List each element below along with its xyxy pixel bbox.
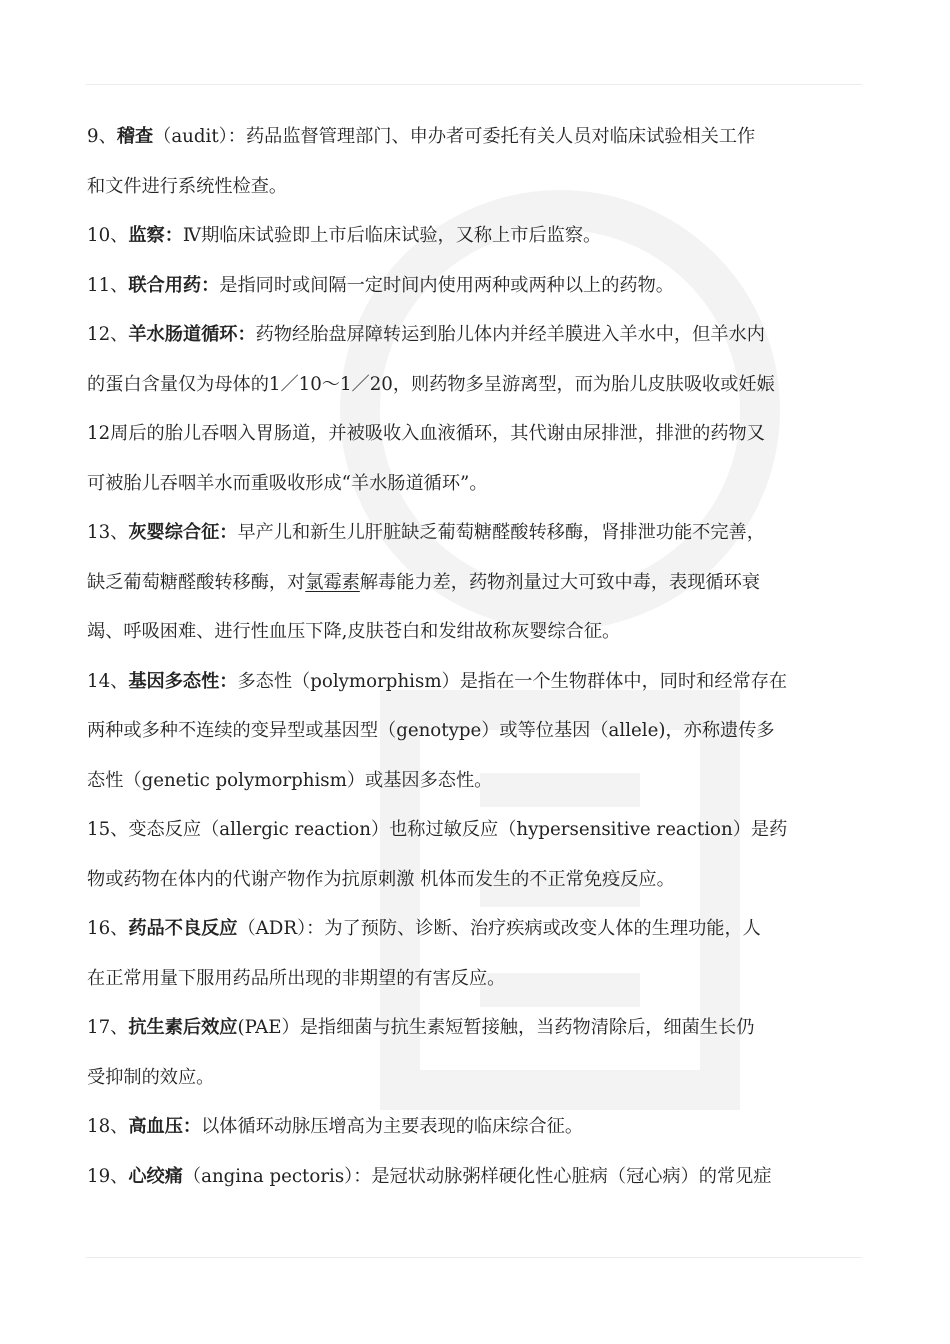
entry-number: 18、 bbox=[87, 1116, 129, 1137]
entry-text: 缺乏葡萄糖醛酸转移酶，对 bbox=[87, 571, 306, 593]
entry-text: （ADR）：为了预防、诊断、治疗疾病或改变人体的生理功能，人 bbox=[237, 918, 761, 939]
entry-line bbox=[87, 657, 867, 707]
entry-line bbox=[87, 756, 867, 806]
entry-number: 11、 bbox=[87, 274, 129, 296]
entry-text: 药物经胎盘屏障转运到胎儿体内并经羊膜进入羊水中，但羊水内 bbox=[255, 324, 765, 345]
entry-text: （angina pectoris）：是冠状动脉粥样硬化性心脏病（冠心病）的常见症 bbox=[182, 1165, 772, 1187]
entry-term: 药品不良反应 bbox=[128, 918, 238, 939]
glossary-entry bbox=[87, 112, 867, 211]
entry-term: 基因多态性： bbox=[128, 670, 238, 692]
entry-number: 15、 bbox=[87, 819, 129, 840]
glossary-entry bbox=[87, 657, 867, 806]
entry-term: 联合用药： bbox=[128, 274, 220, 296]
glossary-entry bbox=[87, 261, 867, 311]
entry-term: 羊水肠道循环： bbox=[128, 324, 256, 345]
entry-line bbox=[87, 261, 867, 311]
entry-line bbox=[87, 904, 867, 954]
entry-term: 抗生素后效应 bbox=[128, 1017, 238, 1038]
entry-line bbox=[87, 1102, 867, 1152]
entry-text: 竭、呼吸困难、进行性血压下降,皮肤苍白和发绀故称灰婴综合征。 bbox=[87, 621, 621, 642]
entry-text: (PAE）是指细菌与抗生素短暂接触，当药物清除后，细菌生长仍 bbox=[237, 1017, 755, 1038]
entry-text: 的蛋白含量仅为母体的1／10～1／20，则药物多呈游离型，而为胎儿皮肤吸收或妊娠 bbox=[87, 373, 775, 395]
chloramphenicol-link[interactable]: 氯霉素 bbox=[305, 571, 360, 593]
entry-line bbox=[87, 508, 867, 558]
entry-line bbox=[87, 112, 867, 162]
entry-number: 10、 bbox=[87, 225, 129, 246]
entry-line bbox=[87, 409, 867, 459]
entry-line bbox=[87, 211, 867, 261]
entry-number: 12、 bbox=[87, 324, 129, 345]
glossary-entry bbox=[87, 1152, 867, 1202]
entry-line bbox=[87, 1053, 867, 1103]
entry-term: 稽查 bbox=[116, 126, 154, 147]
entry-term: 高血压： bbox=[128, 1116, 202, 1137]
document-body bbox=[87, 112, 867, 1201]
glossary-entry bbox=[87, 1003, 867, 1102]
entry-text: 在正常用量下服用药品所出现的非期望的有害反应。 bbox=[87, 967, 506, 989]
entry-number: 14、 bbox=[87, 670, 129, 692]
entry-text: 受抑制的效应。 bbox=[87, 1066, 215, 1088]
entry-line bbox=[87, 310, 867, 360]
glossary-entry bbox=[87, 310, 867, 508]
entry-number: 9、 bbox=[87, 126, 117, 147]
entry-term: 灰婴综合征： bbox=[128, 522, 238, 543]
entry-line bbox=[87, 360, 867, 410]
entry-text: 多态性（polymorphism）是指在一个生物群体中，同时和经常存在 bbox=[237, 670, 788, 692]
entry-text: 是指同时或间隔一定时间内使用两种或两种以上的药物。 bbox=[219, 274, 674, 296]
entry-text: 态性（genetic polymorphism）或基因多态性。 bbox=[87, 769, 493, 791]
entry-text: 和文件进行系统性检查。 bbox=[87, 175, 288, 197]
footer-rule bbox=[86, 1257, 862, 1258]
entry-line bbox=[87, 1003, 867, 1053]
entry-term: 监察： bbox=[128, 225, 183, 246]
entry-text: 12周后的胎儿吞咽入胃肠道，并被吸收入血液循环，其代谢由尿排泄，排泄的药物又 bbox=[87, 423, 765, 444]
entry-text: 可被胎儿吞咽羊水而重吸收形成“羊水肠道循环”。 bbox=[87, 472, 488, 494]
entry-line bbox=[87, 855, 867, 905]
entry-text: 以体循环动脉压增高为主要表现的临床综合征。 bbox=[201, 1116, 584, 1137]
entry-text: 两种或多种不连续的变异型或基因型（genotype）或等位基因（allele)，亦称遗传多 bbox=[87, 720, 775, 741]
entry-line bbox=[87, 706, 867, 756]
entry-term: 心绞痛 bbox=[128, 1165, 183, 1187]
entry-number: 13、 bbox=[87, 522, 129, 543]
entry-line bbox=[87, 954, 867, 1004]
entry-text: （audit）：药品监督管理部门、申办者可委托有关人员对临床试验相关工作 bbox=[153, 126, 756, 147]
glossary-entry bbox=[87, 904, 867, 1003]
entry-number: 16、 bbox=[87, 918, 129, 939]
glossary-entry bbox=[87, 211, 867, 261]
entry-text: 早产儿和新生儿肝脏缺乏葡萄糖醛酸转移酶，肾排泄功能不完善， bbox=[237, 522, 765, 543]
glossary-entry bbox=[87, 805, 867, 904]
entry-line bbox=[87, 607, 867, 657]
entry-line bbox=[87, 459, 867, 509]
entry-line bbox=[87, 1152, 867, 1202]
header-rule bbox=[86, 84, 862, 85]
entry-number: 17、 bbox=[87, 1017, 129, 1038]
entry-line bbox=[87, 558, 867, 608]
entry-number: 19、 bbox=[87, 1165, 129, 1187]
entry-text: 解毒能力差，药物剂量过大可致中毒，表现循环衰 bbox=[359, 571, 760, 593]
entry-text: 变态反应（allergic reaction）也称过敏反应（hypersensitive reaction）是药 bbox=[128, 819, 788, 840]
entry-text: Ⅳ期临床试验即上市后临床试验，又称上市后监察。 bbox=[182, 225, 602, 246]
entry-line bbox=[87, 162, 867, 212]
entry-line bbox=[87, 805, 867, 855]
glossary-entry bbox=[87, 508, 867, 657]
entry-text: 物或药物在体内的代谢产物作为抗原刺激 机体而发生的不正常免疫反应。 bbox=[87, 868, 675, 890]
glossary-entry bbox=[87, 1102, 867, 1152]
